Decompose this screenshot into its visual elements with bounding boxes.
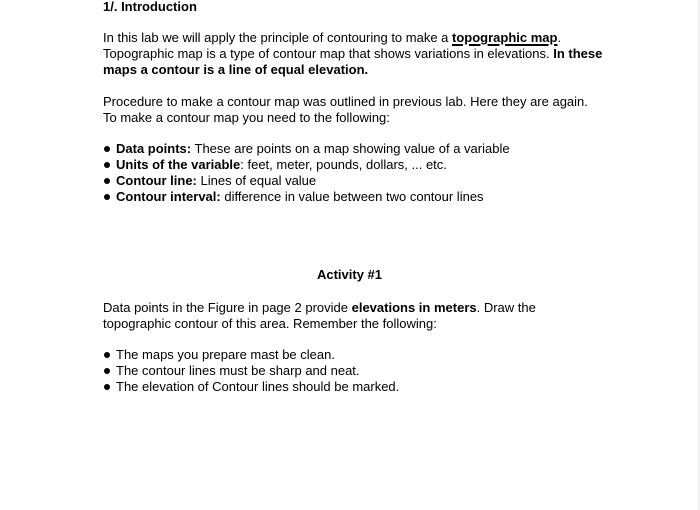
list-item — [103, 363, 623, 379]
list-item-text: Lines of equal value — [196, 173, 317, 188]
section-heading: 1/. Introduction — [103, 0, 197, 14]
list-item-text: The elevation of Contour lines should be marked. — [116, 379, 400, 394]
list-item-term: Contour interval: — [116, 189, 221, 204]
list-item — [103, 347, 623, 363]
bullet-icon — [104, 368, 110, 374]
list-item-term: Units of the variable — [116, 157, 241, 172]
list-item-text: : feet, meter, pounds, dollars, ... etc. — [240, 157, 447, 172]
list-item — [103, 141, 623, 157]
bullet-icon — [104, 162, 110, 168]
intro-bold-definition: In these maps a contour is a line of equal elevation. — [103, 46, 603, 77]
bullet-icon — [104, 146, 110, 152]
list-item — [103, 379, 623, 395]
list-item-text: difference in value between two contour lines — [220, 189, 484, 204]
list-item-term: Contour line: — [116, 173, 197, 188]
list-item — [103, 189, 623, 205]
activity-paragraph — [103, 300, 603, 332]
list-item — [103, 157, 623, 173]
activity-title: Activity #1 — [316, 267, 383, 282]
bullet-icon — [104, 178, 110, 184]
activity-text-start: Data points in the Figure in page 2 provide — [103, 300, 352, 315]
procedure-paragraph: Procedure to make a contour map was outlined in previous lab. Here they are again. To make a contour map you need to the following: — [103, 94, 588, 125]
intro-text-start: In this lab we will apply the principle of contouring to make a — [103, 30, 453, 45]
bullet-icon — [104, 352, 110, 358]
topographic-map-link[interactable]: topographic map — [452, 30, 558, 45]
activity-text-end: . Draw the topographic contour of this area. Remember the following: — [103, 300, 536, 331]
list-item-text: The maps you prepare mast be clean. — [116, 347, 335, 362]
list-item-text: The contour lines must be sharp and neat. — [116, 363, 360, 378]
requirements-list — [103, 141, 623, 205]
bullet-icon — [104, 384, 110, 390]
activity-bold-text: elevations in meters — [351, 300, 477, 315]
list-item-text: These are points on a map showing value of a variable — [191, 141, 510, 156]
intro-text-middle: . Topographic map is a type of contour map that shows variations in elevations. — [103, 30, 562, 61]
page-edge-shadow — [696, 0, 700, 510]
list-item-term: Data points: — [116, 141, 192, 156]
bullet-icon — [104, 194, 110, 200]
intro-paragraph — [103, 30, 603, 78]
list-item — [103, 173, 623, 189]
activity-list — [103, 347, 623, 395]
